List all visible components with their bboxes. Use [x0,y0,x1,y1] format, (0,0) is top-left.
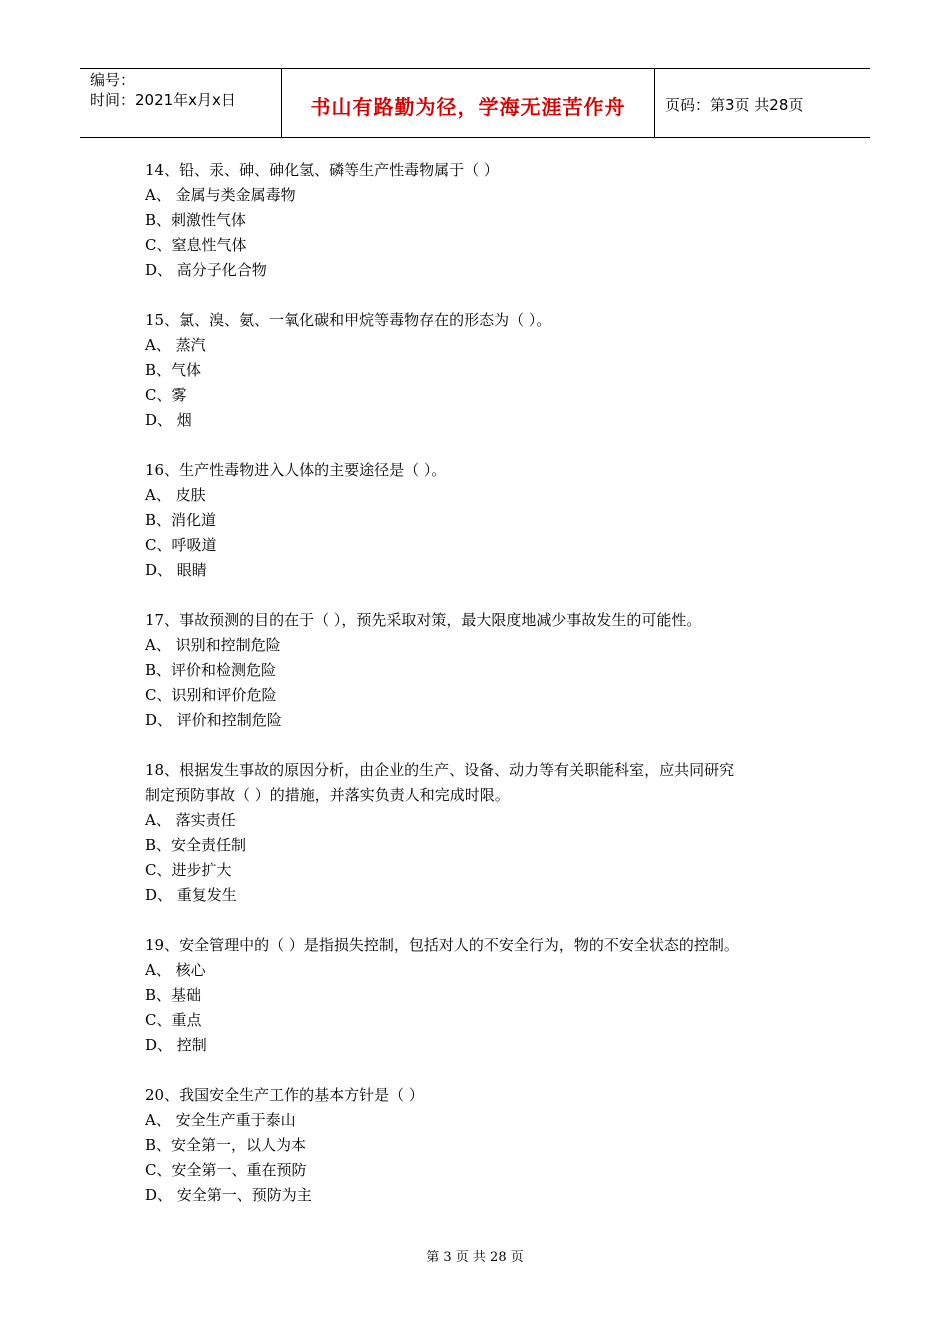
document-number-label: 编号： [90,71,136,89]
question-block [145,1083,825,1208]
question-stem: 制定预防事故（ ）的措施，并落实负责人和完成时限。 [145,786,510,804]
question-stem: 18、根据发生事故的原因分析，由企业的生产、设备、动力等有关职能科室，应共同研究 [145,761,735,779]
question-option: C、进步扩大 [145,861,232,879]
question-block [145,458,825,583]
question-option: A、 落实责任 [145,811,236,829]
question-option: C、窒息性气体 [145,236,247,254]
question-option: D、 重复发生 [145,886,237,904]
question-option: B、基础 [145,986,202,1004]
question-option: B、消化道 [145,511,217,529]
question-option: D、 评价和控制危险 [145,711,282,729]
question-option: D、 烟 [145,411,192,429]
page-footer: 第 3 页 共 28 页 [426,1250,524,1265]
question-option: B、刺激性气体 [145,211,247,229]
question-option: B、气体 [145,361,202,379]
document-time-label: 时间：2021年x月x日 [90,91,236,109]
question-option: C、识别和评价危险 [145,686,277,704]
question-option: D、 眼睛 [145,561,207,579]
question-option: B、安全第一，以人为本 [145,1136,307,1154]
header-motto-cell [281,69,655,137]
question-list [145,158,825,1233]
question-option: C、雾 [145,386,187,404]
question-stem: 17、事故预测的目的在于（ ），预先采取对策，最大限度地减少事故发生的可能性。 [145,611,702,629]
question-option: B、评价和检测危险 [145,661,277,679]
question-option: C、呼吸道 [145,536,217,554]
question-option: A、 皮肤 [145,486,206,504]
header-page-info: 页码：第3页 共28页 [665,96,804,114]
header-meta-cell [80,69,280,137]
question-block [145,608,825,733]
question-option: A、 识别和控制危险 [145,636,281,654]
question-stem: 14、铅、汞、砷、砷化氢、磷等生产性毒物属于（ ） [145,161,499,179]
question-block [145,758,825,908]
question-option: D、 高分子化合物 [145,261,267,279]
question-stem: 19、安全管理中的（ ）是指损失控制，包括对人的不安全行为，物的不安全状态的控制。 [145,936,739,954]
header-page-cell [655,69,870,137]
question-option: A、 核心 [145,961,206,979]
question-option: B、安全责任制 [145,836,247,854]
question-stem: 16、生产性毒物进入人体的主要途径是（ ）。 [145,461,447,479]
question-option: D、 安全第一、预防为主 [145,1186,312,1204]
question-block [145,308,825,433]
question-option: C、安全第一、重在预防 [145,1161,307,1179]
question-block [145,158,825,283]
question-option: C、重点 [145,1011,202,1029]
question-option: A、 金属与类金属毒物 [145,186,296,204]
question-option: A、 蒸汽 [145,336,206,354]
question-stem: 20、我国安全生产工作的基本方针是（ ） [145,1086,424,1104]
header-motto: 书山有路勤为径，学海无涯苦作舟 [310,95,626,119]
question-block [145,933,825,1058]
question-option: D、 控制 [145,1036,207,1054]
question-option: A、 安全生产重于泰山 [145,1111,296,1129]
page-header [80,68,870,138]
question-stem: 15、氯、溴、氨、一氧化碳和甲烷等毒物存在的形态为（ ）。 [145,311,552,329]
